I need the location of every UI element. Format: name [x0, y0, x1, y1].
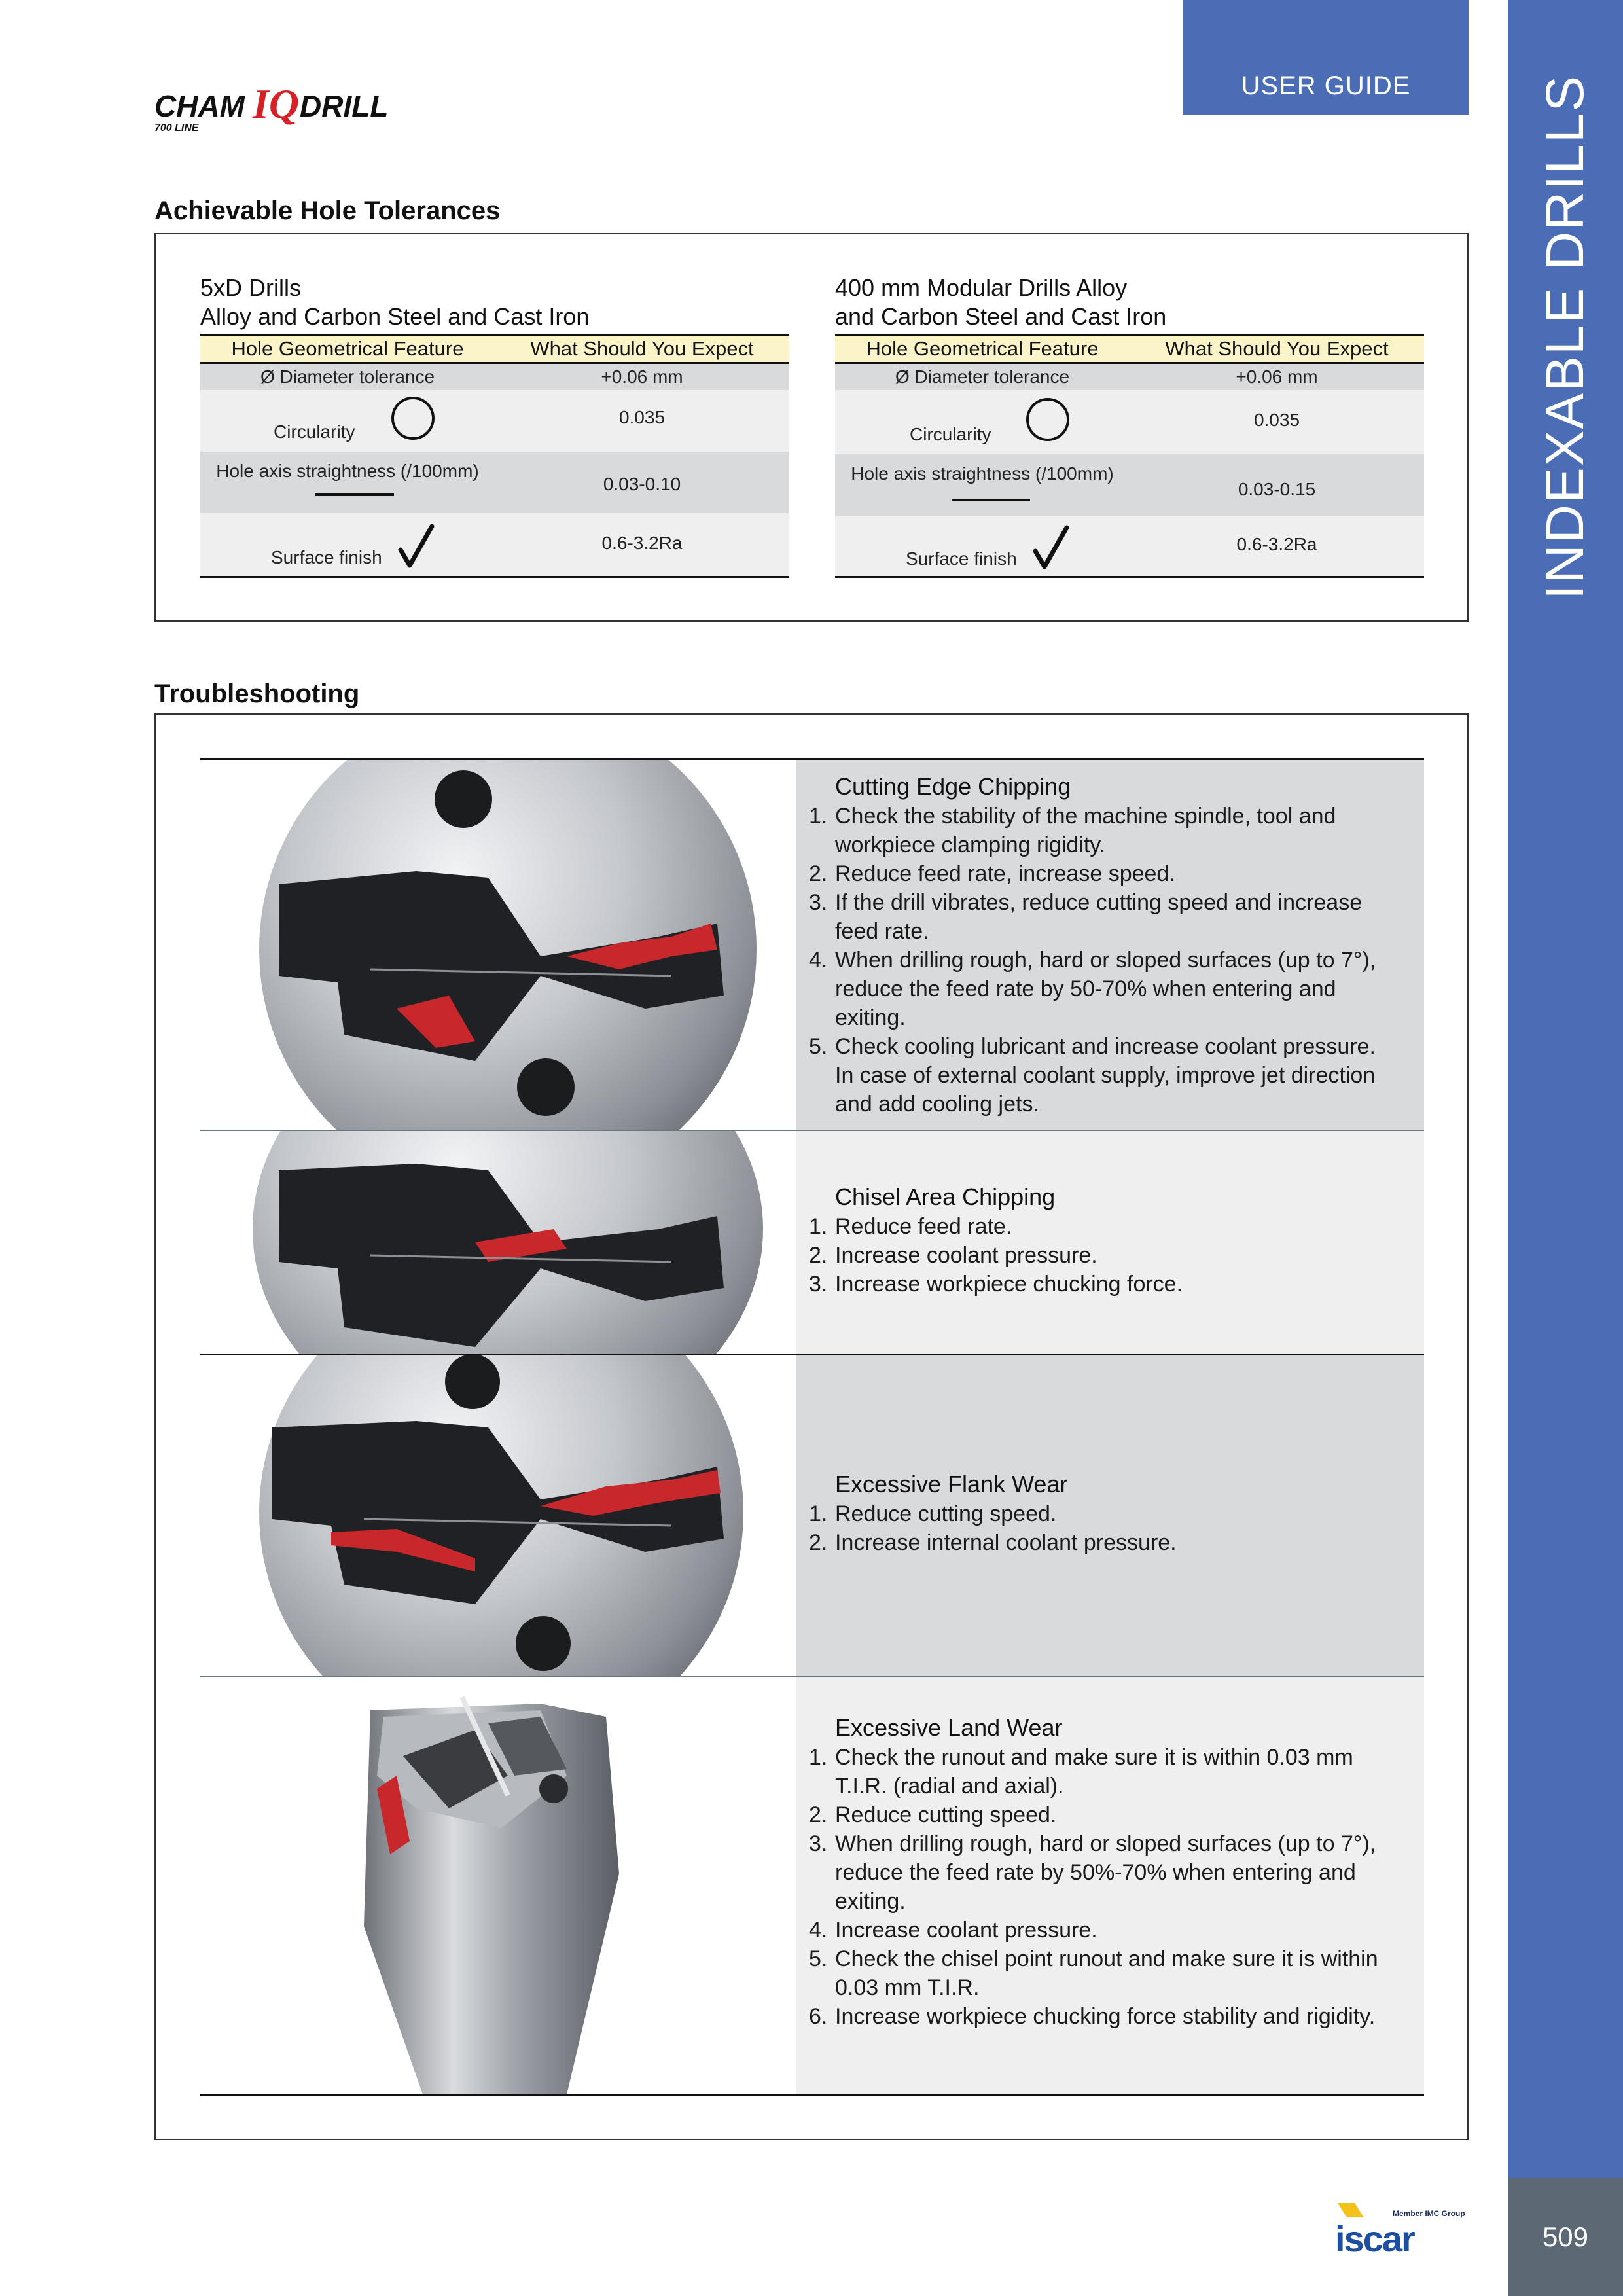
step: 2. Reduce cutting speed.	[809, 1803, 1057, 1827]
side-title	[1508, 74, 1623, 600]
svg-text:Member IMC Group: Member IMC Group	[1393, 2209, 1465, 2218]
feature-diameter: Ø Diameter tolerance	[260, 367, 435, 387]
drill-tip-image	[200, 1677, 796, 2094]
step: 6. Increase workpiece chucking force stability and rigidity.	[809, 2004, 1376, 2029]
value-surface: 0.6-3.2Ra	[1236, 534, 1317, 554]
trouble-steps	[796, 802, 1424, 1119]
step: 2. Reduce feed rate, increase speed.	[809, 861, 1175, 886]
step: 3. When drilling rough, hard or sloped surfaces (up to 7°), reduce the feed rate by 50%-70% when entering and exiting.	[809, 1831, 1376, 1914]
table1-title-line1: 5xD Drills	[200, 274, 302, 301]
table-header	[835, 334, 1424, 364]
col-feature: Hole Geometrical Feature	[231, 337, 464, 360]
row-diameter	[835, 364, 1424, 390]
user-guide-label: USER GUIDE	[1241, 71, 1411, 100]
value-straightness: 0.03-0.10	[603, 474, 681, 494]
trouble-row-4	[200, 1677, 1424, 2094]
svg-text:DRILL: DRILL	[300, 89, 389, 123]
surface-finish-icon	[1031, 525, 1071, 571]
trouble-row-2	[200, 1131, 1424, 1354]
table2-title-line2: and Carbon Steel and Cast Iron	[835, 303, 1167, 330]
row-diameter	[200, 364, 789, 390]
step: 3. Increase workpiece chucking force.	[809, 1272, 1183, 1297]
step: 2. Increase coolant pressure.	[809, 1243, 1097, 1268]
straightness-icon	[952, 497, 1030, 503]
step: 2. Increase internal coolant pressure.	[809, 1530, 1177, 1555]
step: 5. Check cooling lubricant and increase coolant pressure. In case of external coolant supply, improve jet direction and add cooling jets.	[809, 1034, 1376, 1117]
circularity-icon	[390, 395, 436, 441]
drill-head-image	[200, 760, 796, 1132]
trouble-title: Cutting Edge Chipping	[835, 773, 1071, 800]
table2-title-line1: 400 mm Modular Drills Alloy	[835, 274, 1128, 301]
trouble-text-4	[796, 1677, 1424, 2094]
feature-circularity: Circularity	[274, 422, 355, 442]
feature-diameter: Ø Diameter tolerance	[895, 367, 1070, 387]
drill-head-image	[200, 1131, 796, 1354]
col-expect: What Should You Expect	[530, 337, 754, 360]
table-header	[200, 334, 789, 364]
svg-text:iscar: iscar	[1335, 2218, 1414, 2259]
trouble-text-1	[796, 760, 1424, 1132]
value-diameter: +0.06 mm	[1236, 367, 1318, 387]
trouble-row-1	[200, 760, 1424, 1132]
side-title-text: INDEXABLE DRILLS	[1535, 74, 1595, 600]
row-surface	[200, 513, 789, 578]
feature-straightness: Hole axis straightness (/100mm)	[851, 463, 1114, 484]
divider	[200, 2094, 1424, 2096]
feature-straightness: Hole axis straightness (/100mm)	[216, 461, 479, 481]
step: 5. Check the chisel point runout and make sure it is within 0.03 mm T.I.R.	[809, 1946, 1378, 2000]
row-straightness	[835, 454, 1424, 516]
step: 1. Reduce feed rate.	[809, 1214, 1012, 1239]
trouble-title: Chisel Area Chipping	[835, 1183, 1056, 1210]
step: 1. Check the runout and make sure it is within 0.03 mm T.I.R. (radial and axial).	[809, 1745, 1353, 1799]
value-circularity: 0.035	[618, 407, 666, 427]
step: 1. Reduce cutting speed.	[809, 1501, 1057, 1526]
row-surface	[835, 516, 1424, 578]
chamiqdrill-logo	[154, 77, 390, 136]
tolerance-table-1	[200, 334, 789, 578]
step: 1. Check the stability of the machine spindle, tool and workpiece clamping rigidity.	[809, 804, 1336, 857]
table1-title-line2: Alloy and Carbon Steel and Cast Iron	[200, 303, 590, 330]
user-guide-tab	[1183, 0, 1469, 115]
circularity-icon	[1025, 397, 1071, 442]
tolerance-table-2	[835, 334, 1424, 578]
trouble-steps	[796, 1743, 1424, 2031]
col-expect: What Should You Expect	[1165, 337, 1389, 360]
step: 3. If the drill vibrates, reduce cutting speed and increase feed rate.	[809, 890, 1363, 944]
trouble-text-2	[796, 1131, 1424, 1354]
step: 4. Increase coolant pressure.	[809, 1918, 1097, 1943]
svg-text:700 LINE: 700 LINE	[154, 122, 199, 134]
feature-surface: Surface finish	[271, 547, 382, 567]
tolerances-heading: Achievable Hole Tolerances	[154, 196, 501, 225]
trouble-row-3	[200, 1355, 1424, 1676]
svg-text:CHAM: CHAM	[154, 89, 245, 123]
trouble-steps	[796, 1212, 1424, 1299]
row-circularity	[835, 390, 1424, 454]
value-diameter: +0.06 mm	[601, 367, 683, 387]
feature-circularity: Circularity	[910, 424, 991, 444]
iscar-logo	[1335, 2200, 1472, 2259]
svg-text:IQ: IQ	[253, 81, 300, 127]
page-number-text: 509	[1542, 2221, 1589, 2252]
col-feature: Hole Geometrical Feature	[866, 337, 1099, 360]
table1-title	[200, 274, 589, 331]
value-surface: 0.6-3.2Ra	[601, 533, 683, 553]
page-number	[1508, 2178, 1623, 2296]
value-straightness: 0.03-0.15	[1238, 479, 1316, 499]
row-straightness	[200, 452, 789, 513]
straightness-icon	[315, 492, 394, 497]
drill-head-image	[200, 1355, 796, 1676]
row-circularity	[200, 390, 789, 452]
table2-title	[835, 274, 1166, 331]
trouble-title: Excessive Flank Wear	[835, 1471, 1068, 1498]
step: 4. When drilling rough, hard or sloped surfaces (up to 7°), reduce the feed rate by 50-70% when entering and exiting.	[809, 948, 1376, 1030]
trouble-text-3	[796, 1355, 1424, 1676]
trouble-title: Excessive Land Wear	[835, 1714, 1063, 1741]
trouble-steps	[796, 1499, 1424, 1557]
troubleshooting-heading: Troubleshooting	[154, 679, 360, 708]
feature-surface: Surface finish	[906, 548, 1017, 569]
surface-finish-icon	[397, 524, 436, 569]
value-circularity: 0.035	[1253, 410, 1300, 430]
